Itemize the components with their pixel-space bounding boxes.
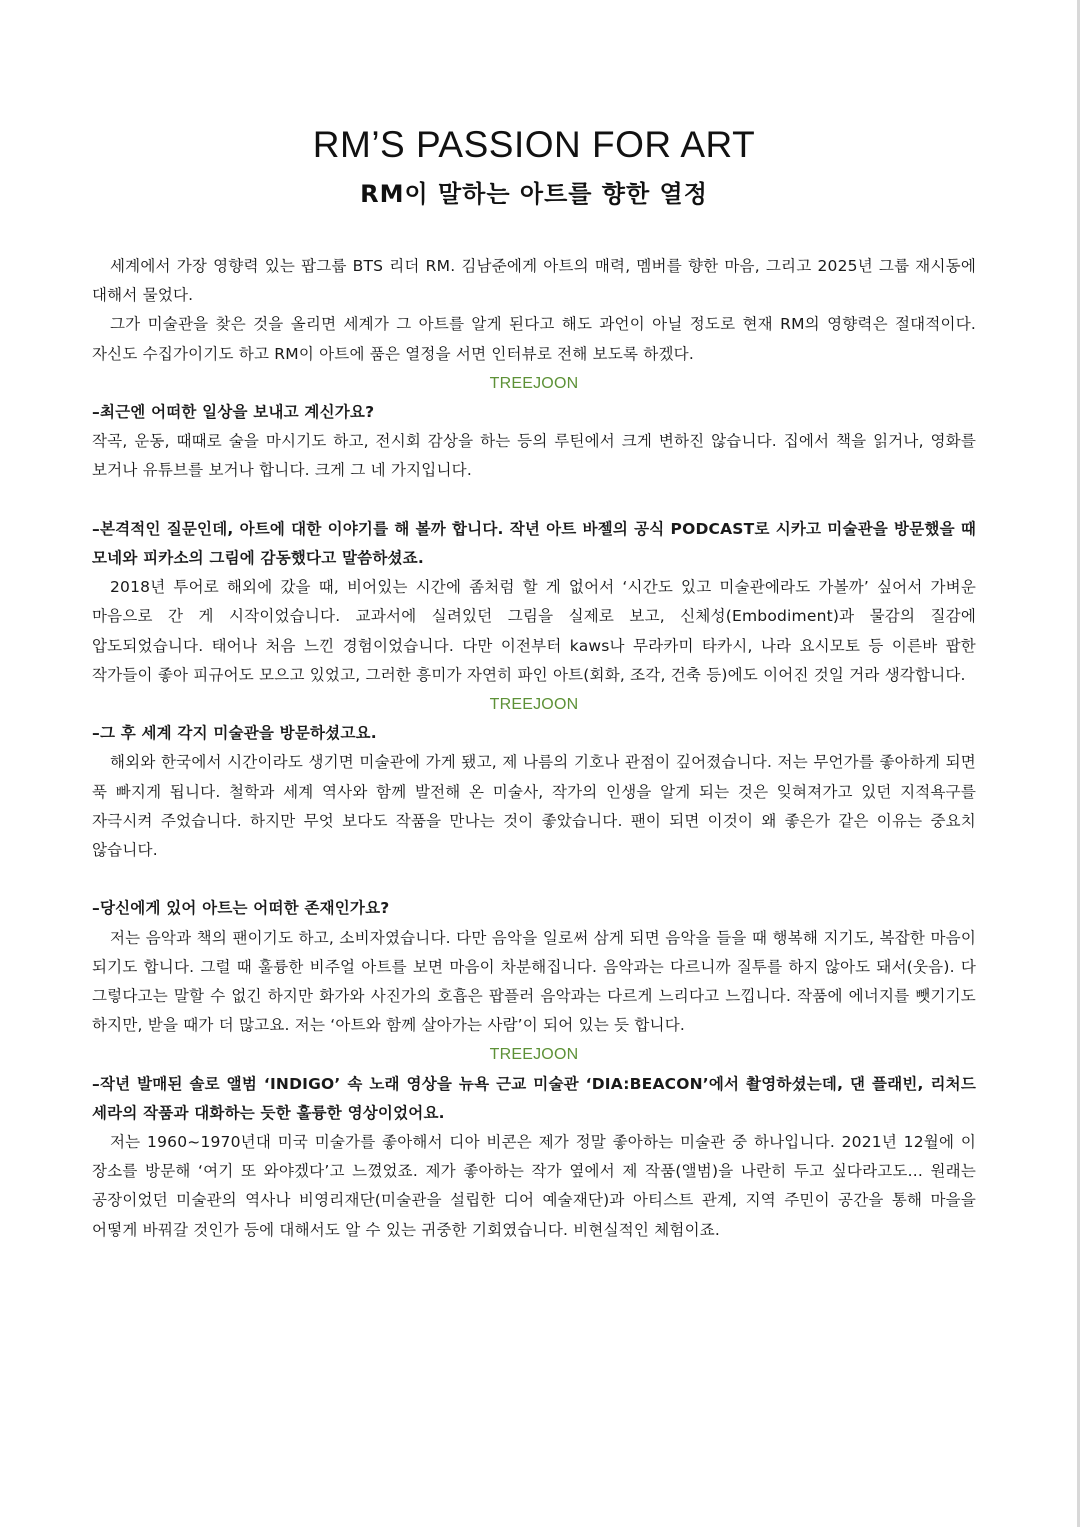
interview-answer: 작곡, 운동, 때때로 술을 마시기도 하고, 전시회 감상을 하는 등의 루틴에서 크게 변하진 않습니다. 집에서 책을 읽거나, 영화를 보거나 유튜브를 보거나 합니다. 크게 그 네 가지입니다. <box>92 432 976 480</box>
interview-question: –최근엔 어떠한 일상을 보내고 계신가요? <box>92 403 375 422</box>
interview-question: –본격적인 질문인데, 아트에 대한 이야기를 해 볼까 합니다. 작년 아트 바젤의 공식 PODCAST로 시카고 미술관을 방문했을 때 모네와 피카소의 그림에 감동했다고 말씀하셨죠. <box>92 519 976 568</box>
interview-question: –당신에게 있어 아트는 어떠한 존재인가요? <box>92 899 390 918</box>
page-title: RM’S PASSION FOR ART <box>312 124 756 165</box>
article-body <box>92 252 976 1245</box>
section-gap <box>92 865 976 894</box>
page-subtitle: RM이 말하는 아트를 향한 열정 <box>360 180 708 208</box>
interview-answer: 저는 1960~1970년대 미국 미술가를 좋아해서 디아 비콘은 제가 정말 좋아하는 미술관 중 하나입니다. 2021년 12월에 이 장소를 방문해 ‘여기 또 와야겠다’고 느꼈었죠. 제가 좋아하는 작가 옆에서 제 작품(앨범)을 나란히 두고 싶다라고도... 원래는 공장이었던 미술관의 역사나 비영리재단(미술관을 설립한 디어 예술재단)과 아티스트 관계, 지역 주민이 공간을 통해 마을을 어떻게 바꿔갈 것인가 등에 대해서도 알 수 있는 귀중한 기회였습니다. 비현실적인 체험이죠. <box>92 1133 976 1239</box>
interview-question: –그 후 세계 각지 미술관을 방문하셨고요. <box>92 724 377 743</box>
byline: TREEJOON <box>489 1046 579 1064</box>
interview-answer: 해외와 한국에서 시간이라도 생기면 미술관에 가게 됐고, 제 나름의 기호나 관점이 깊어졌습니다. 저는 무언가를 좋아하게 되면 푹 빠지게 됩니다. 철학과 세계 역사와 함께 발전해 온 미술사, 작가의 인생을 알게 되는 것은 잊혀져가고 있던 지적욕구를 자극시켜 주었습니다. 하지만 무엇 보다도 작품을 만나는 것이 좋았습니다. 팬이 되면 이것이 왜 좋은가 같은 이유는 중요치 않습니다. <box>92 753 976 860</box>
byline: TREEJOON <box>489 374 579 392</box>
interview-answer: 2018년 투어로 해외에 갔을 때, 비어있는 시간에 좀처럼 할 게 없어서 ‘시간도 있고 미술관에라도 가볼까’ 싶어서 가벼운 마음으로 간 게 시작이었습니다. 교과서에 실려있던 그림을 실제로 보고, 신체성(Embodiment)과 물감의 질감에 압도되었습니다. 태어나 처음 느낀 경험이었습니다. 다만 이전부터 kaws나 무라카미 타카시, 나라 요시모토 등 이른바 팝한 작가들이 좋아 피규어도 모으고 있었고, 그러한 흥미가 자연히 파인 아트(회화, 조각, 건축 등)에도 이어진 것일 거라 생각합니다. <box>92 578 976 684</box>
interview-question: –작년 발매된 솔로 앨범 ‘INDIGO’ 속 노래 영상을 뉴욕 근교 미술관 ‘DIA:BEACON’에서 촬영하셨는데, 댄 플래빈, 리처드 세라의 작품과 대화하는 듯한 훌륭한 영상이었어요. <box>92 1074 976 1122</box>
byline: TREEJOON <box>489 696 579 714</box>
interview-answer: 저는 음악과 책의 팬이기도 하고, 소비자였습니다. 다만 음악을 일로써 삼게 되면 음악을 들을 때 행복해 지기도, 복잡한 마음이 되기도 합니다. 그럴 때 훌륭한 비주얼 아트를 보면 마음이 차분해집니다. 음악과는 다르니까 질투를 하지 않아도 돼서(웃음). 다 그렇다고는 말할 수 없긴 하지만 화가와 사진가의 호흡은 팝플러 음악과는 다르게 느리다고 느낍니다. 작품에 에너지를 뺏기기도 하지만, 받을 때가 더 많고요. 저는 ‘아트와 함께 살아가는 사람’이 되어 있는 듯 합니다. <box>92 928 976 1035</box>
intro-paragraph: 그가 미술관을 찾은 것을 올리면 세계가 그 아트를 알게 된다고 해도 과언이 아닐 정도로 현재 RM의 영향력은 절대적이다. 자신도 수집가이기도 하고 RM이 아트에 품은 열정을 서면 인터뷰로 전해 보도록 하겠다. <box>92 315 976 363</box>
intro-paragraph: 세계에서 가장 영향력 있는 팝그룹 BTS 리더 RM. 김남준에게 아트의 매력, 멤버를 향한 마음, 그리고 2025년 그룹 재시동에 대해서 물었다. <box>92 257 976 305</box>
section-gap <box>92 486 976 515</box>
